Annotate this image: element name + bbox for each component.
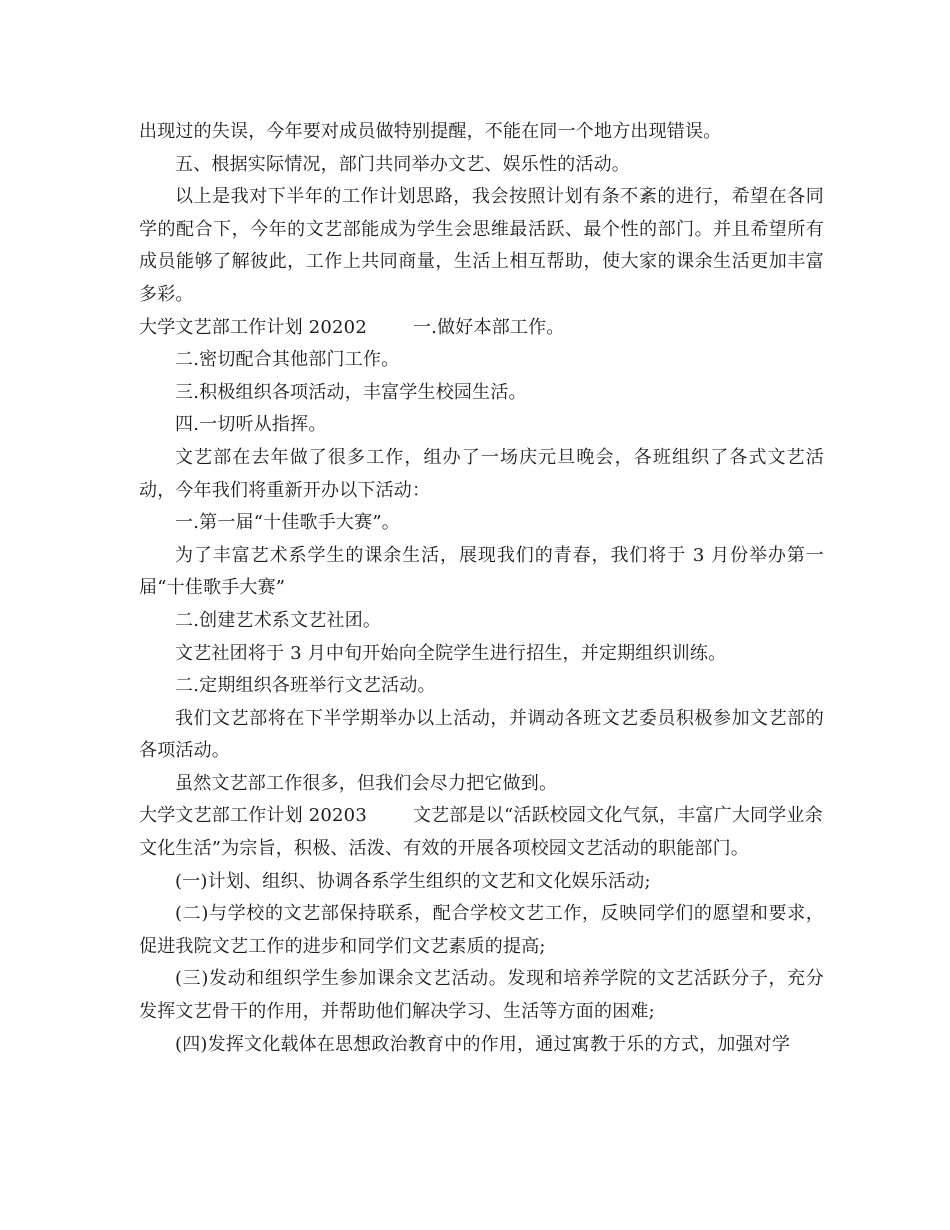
section-2-paragraph: 文艺社团将于 3 月中旬开始向全院学生进行招生，并定期组织训练。 — [175, 642, 727, 664]
section-2-paragraph: 一.第一届“十佳歌手大赛”。 — [175, 512, 400, 534]
section-2-paragraph: 我们文艺部将在下半学期举办以上活动，并调动各班文艺委员积极参加文艺部的各项活动。 — [139, 707, 824, 762]
section-2-paragraph: 为了丰富艺术系学生的课余生活，展现我们的青春，我们将于 3 月份举办第一届“十佳歌手大赛” — [139, 544, 824, 599]
section-2-paragraph: 二.创建艺术系文艺社团。 — [175, 609, 382, 631]
section-2-title: 大学文艺部工作计划 20202 — [139, 316, 367, 338]
section-2-heading — [139, 312, 824, 345]
section-2-paragraph: 四.一切听从指挥。 — [175, 414, 327, 436]
paragraph-continuation: 出现过的失误，今年要对成员做特别提醒，不能在同一个地方出现错误。 — [139, 121, 722, 142]
paragraph-summary: 以上是我对下半年的工作计划思路，我会按照计划有条不紊的进行，希望在各同学的配合下，今年的文艺部能成为学生会思维最活跃、最个性的部门。并且希望所有成员能够了解彼此，工作上共同商量，生活上相互帮助，使大家的课余生活更加丰富多彩。 — [139, 186, 824, 305]
paragraph-item-five: 五、根据实际情况，部门共同举办文艺、娱乐性的活动。 — [175, 153, 630, 175]
document-body — [139, 116, 824, 1061]
section-3-lead: 文艺部是以“活跃校园文化气氛，丰富广大同学业余文化生活”为宗旨，积极、活泼、有效的开展各项校园文艺活动的职能部门。 — [139, 805, 823, 860]
section-3-paragraph: (一)计划、组织、协调各系学生组织的文艺和文化娱乐活动; — [175, 870, 651, 892]
section-2-paragraph: 二.密切配合其他部门工作。 — [175, 349, 400, 371]
section-2-lead: 一.做好本部工作。 — [412, 316, 565, 338]
section-3-paragraph: (四)发挥文化载体在思想政治教育中的作用，通过寓教于乐的方式，加强对学 — [175, 1033, 791, 1055]
section-2-paragraph: 三.积极组织各项活动，丰富学生校园生活。 — [175, 381, 527, 403]
section-2-paragraph: 虽然文艺部工作很多，但我们会尽力把它做到。 — [175, 772, 558, 794]
section-3-paragraph: (三)发动和组织学生参加课余文艺活动。发现和培养学院的文艺活跃分子，充分发挥文艺骨干的作用，并帮助他们解决学习、生活等方面的困难; — [139, 968, 824, 1023]
section-2-paragraph: 二.定期组织各班举行文艺活动。 — [175, 675, 436, 697]
section-3-paragraph: (二)与学校的文艺部保持联系，配合学校文艺工作，反映同学们的愿望和要求，促进我院文艺工作的进步和同学们文艺素质的提高; — [139, 903, 824, 957]
section-2-paragraph: 文艺部在去年做了很多工作，组办了一场庆元旦晚会，各班组织了各式文艺活动，今年我们将重新开办以下活动： — [139, 446, 824, 501]
section-3-title: 大学文艺部工作计划 20203 — [139, 805, 367, 827]
section-3-heading — [139, 800, 824, 865]
